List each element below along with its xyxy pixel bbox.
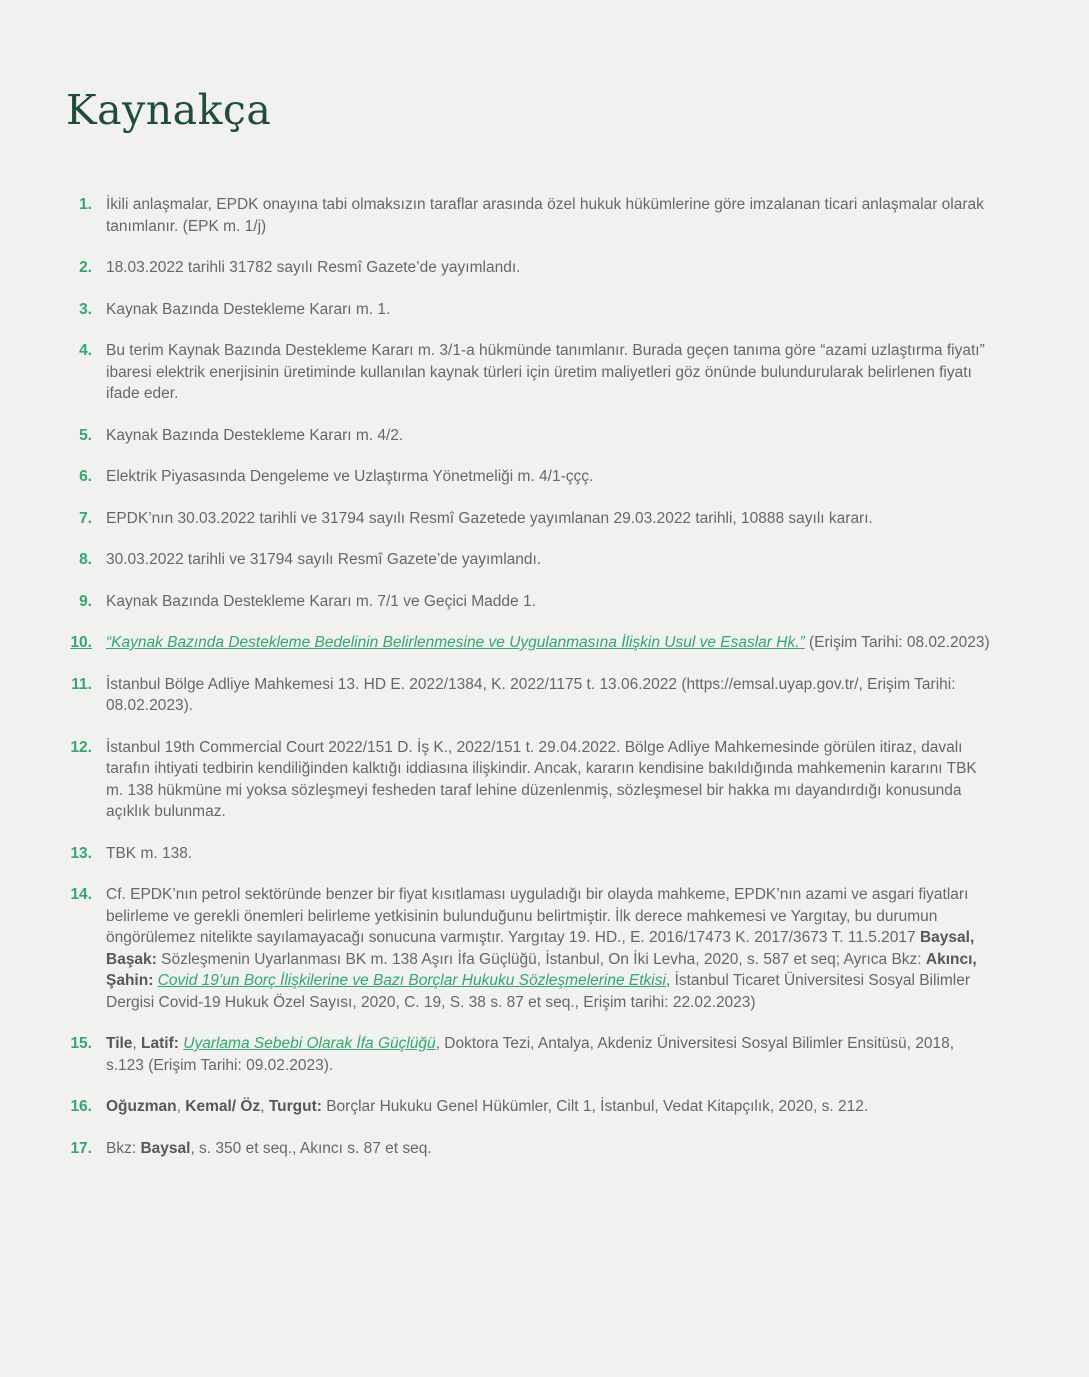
reference-link[interactable]: Covid 19’un Borç İlişkilerine ve Bazı Borçlar Hukuku Sözleşmelerine Etkisi: [157, 972, 666, 989]
reference-item: [66, 843, 993, 865]
reference-text: [106, 1138, 993, 1160]
reference-item: [66, 591, 993, 613]
reference-number: 3.: [79, 300, 92, 318]
reference-item: [66, 1033, 993, 1076]
reference-author: Latif:: [141, 1035, 179, 1052]
reference-segment: Bkz:: [106, 1139, 141, 1157]
reference-number: 11.: [71, 675, 92, 693]
reference-text: [106, 257, 993, 279]
reference-item: [66, 549, 993, 571]
reference-segment: Bu terim Kaynak Bazında Destekleme Kararı m. 3/1-a hükmünde tanımlanır. Burada geçen tanıma göre “azami uzlaştırma fiyatı” ibaresi elektrik enerjisinin üretiminde kullanılan kaynak türleri için üretim maliyetleri göz önünde bulundurularak belirlenen fiyatı ifade eder.: [106, 342, 985, 402]
reference-number: 17.: [70, 1139, 92, 1157]
reference-segment: Borçlar Hukuku Genel Hükümler, Cilt 1, İstanbul, Vedat Kitapçılık, 2020, s. 212.: [321, 1098, 869, 1115]
reference-text: [106, 425, 993, 447]
reference-text: [106, 508, 993, 530]
reference-number: 2.: [79, 259, 92, 276]
reference-segment: ,: [260, 1098, 269, 1115]
reference-segment: EPDK’nın 30.03.2022 tarihli ve 31794 sayılı Resmî Gazetede yayımlanan 29.03.2022 tarihli, 10888 sayılı kararı.: [106, 509, 873, 527]
reference-link[interactable]: Uyarlama Sebebi Olarak İfa Güçlüğü: [183, 1035, 436, 1052]
reference-segment: 30.03.2022 tarihli ve 31794 sayılı Resmî Gazete’de yayımlandı.: [106, 551, 542, 568]
reference-segment: , İstanbul Ticaret Üniversitesi Sosyal Bilimler Dergisi Covid-19 Hukuk Özel Sayısı, 2020, C. 19, S. 38 s. 87 et seq., Erişim tarihi: 22.02.2023): [106, 972, 971, 1011]
page-title: Kaynakça: [66, 86, 272, 134]
reference-author: Kemal/ Öz: [185, 1098, 261, 1115]
reference-text: [106, 466, 993, 488]
reference-item: [66, 1096, 993, 1118]
reference-text: [106, 591, 993, 613]
reference-number: 9.: [79, 592, 92, 610]
reference-text: [106, 632, 993, 654]
reference-item: [66, 257, 993, 279]
reference-text: [106, 194, 993, 237]
reference-item: [66, 299, 993, 321]
reference-segment: Kaynak Bazında Destekleme Kararı m. 7/1 ve Geçici Madde 1.: [106, 592, 536, 610]
reference-segment: , s. 350 et seq., Akıncı s. 87 et seq.: [190, 1139, 432, 1157]
reference-author: Tile: [106, 1035, 133, 1052]
reference-segment: 18.03.2022 tarihli 31782 sayılı Resmî Gazete’de yayımlandı.: [106, 259, 521, 276]
reference-segment: İkili anlaşmalar, EPDK onayına tabi olmaksızın taraflar arasında özel hukuk hükümlerine göre imzalanan ticari anlaşmalar olarak tanımlanır. (EPK m. 1/j): [106, 196, 984, 235]
reference-segment: İstanbul 19th Commercial Court 2022/151 D. İş K., 2022/151 t. 29.04.2022. Bölge Adliye Mahkemesinde görülen itiraz, davalı tarafın ihtiyati tedbirin kendiliğinden kalktığı iddiasına ilişkindir. Ancak, kararın kendisine bakıldığında mahkemenin kararını TBK m. 138 hükmüne mi yoksa sözleşmeyi fesheden taraf lehine düzenlenmiş, sözleşmesel bir hakka mı dayandırdığı konusunda açıklık bulunmaz.: [106, 738, 977, 820]
reference-item: [66, 425, 993, 447]
reference-item: [66, 340, 993, 405]
reference-author: Baysal: [140, 1139, 191, 1157]
reference-number: 15.: [70, 1035, 92, 1052]
reference-segment: Elektrik Piyasasında Dengeleme ve Uzlaştırma Yönetmeliği m. 4/1-ççç.: [106, 468, 594, 485]
reference-segment: , Doktora Tezi, Antalya, Akdeniz Üniversitesi Sosyal Bilimler Ensitüsü, 2018, s.123 (Erişim Tarihi: 09.02.2023).: [106, 1035, 955, 1074]
reference-segment: ,: [176, 1098, 186, 1115]
reference-item: [66, 1138, 993, 1160]
reference-number: 1.: [79, 196, 92, 213]
reference-number: 13.: [70, 844, 92, 862]
reference-item: [66, 466, 993, 488]
reference-segment: Sözleşmenin Uyarlanması BK m. 138 Aşırı İfa Güçlüğü, İstanbul, On İki Levha, 2020, s. 587 et seq; Ayrıca Bkz:: [156, 950, 926, 968]
reference-text: [106, 340, 993, 405]
reference-number: 16.: [70, 1098, 92, 1115]
reference-segment: Cf. EPDK’nın petrol sektöründe benzer bir fiyat kısıtlaması uyguladığı bir olayda mahkeme, EPDK’nın azami ve asgari fiyatları belirleme ve gerekli önemleri belirleme yetkisinin bulunduğunu belirtmiştir. İlk derece mahkemesi ve Yargıtay, bu durumun öngörülemez nitelikte sayılamayacağı sonucuna varmıştır. Yargıtay 19. HD., E. 2016/17473 K. 2017/3673 T. 11.5.2017: [106, 886, 969, 946]
reference-number: 6.: [79, 468, 92, 485]
reference-link[interactable]: “Kaynak Bazında Destekleme Bedelinin Belirlenmesine ve Uygulanmasına İlişkin Usul ve Esaslar Hk.”: [106, 634, 805, 651]
reference-text: [106, 674, 993, 717]
reference-text: [106, 1096, 993, 1118]
reference-item: [66, 508, 993, 530]
reference-list: [66, 194, 993, 1159]
reference-item: [66, 632, 993, 654]
reference-text: [106, 884, 993, 1013]
reference-segment: ,: [132, 1035, 142, 1052]
reference-segment: (Erişim Tarihi: 08.02.2023): [804, 634, 990, 651]
reference-text: [106, 549, 993, 571]
reference-text: [106, 737, 993, 823]
reference-text: [106, 843, 993, 865]
reference-item: [66, 884, 993, 1013]
reference-number: 7.: [79, 509, 92, 527]
reference-segment: İstanbul Bölge Adliye Mahkemesi 13. HD E. 2022/1384, K. 2022/1175 t. 13.06.2022 (https://emsal.uyap.gov.tr/, Erişim Tarihi: 08.02.2023).: [106, 675, 956, 714]
reference-segment: TBK m. 138.: [106, 844, 193, 862]
reference-author: Oğuzman: [106, 1098, 177, 1115]
reference-number: 8.: [79, 551, 92, 568]
reference-author: Akıncı, Şahin:: [106, 950, 977, 989]
reference-number: 4.: [79, 342, 92, 359]
reference-number: 5.: [79, 426, 92, 444]
reference-segment: Kaynak Bazında Destekleme Kararı m. 1.: [106, 300, 391, 318]
reference-author: Turgut:: [268, 1098, 322, 1115]
reference-segment: Kaynak Bazında Destekleme Kararı m. 4/2.: [106, 426, 404, 444]
reference-text: [106, 1033, 993, 1076]
reference-item: [66, 674, 993, 717]
reference-item: [66, 194, 993, 237]
reference-item: [66, 737, 993, 823]
reference-number[interactable]: 10.: [70, 634, 92, 651]
reference-number: 14.: [70, 886, 92, 903]
reference-text: [106, 299, 993, 321]
reference-author: Baysal, Başak:: [106, 929, 975, 968]
reference-number: 12.: [70, 738, 92, 756]
